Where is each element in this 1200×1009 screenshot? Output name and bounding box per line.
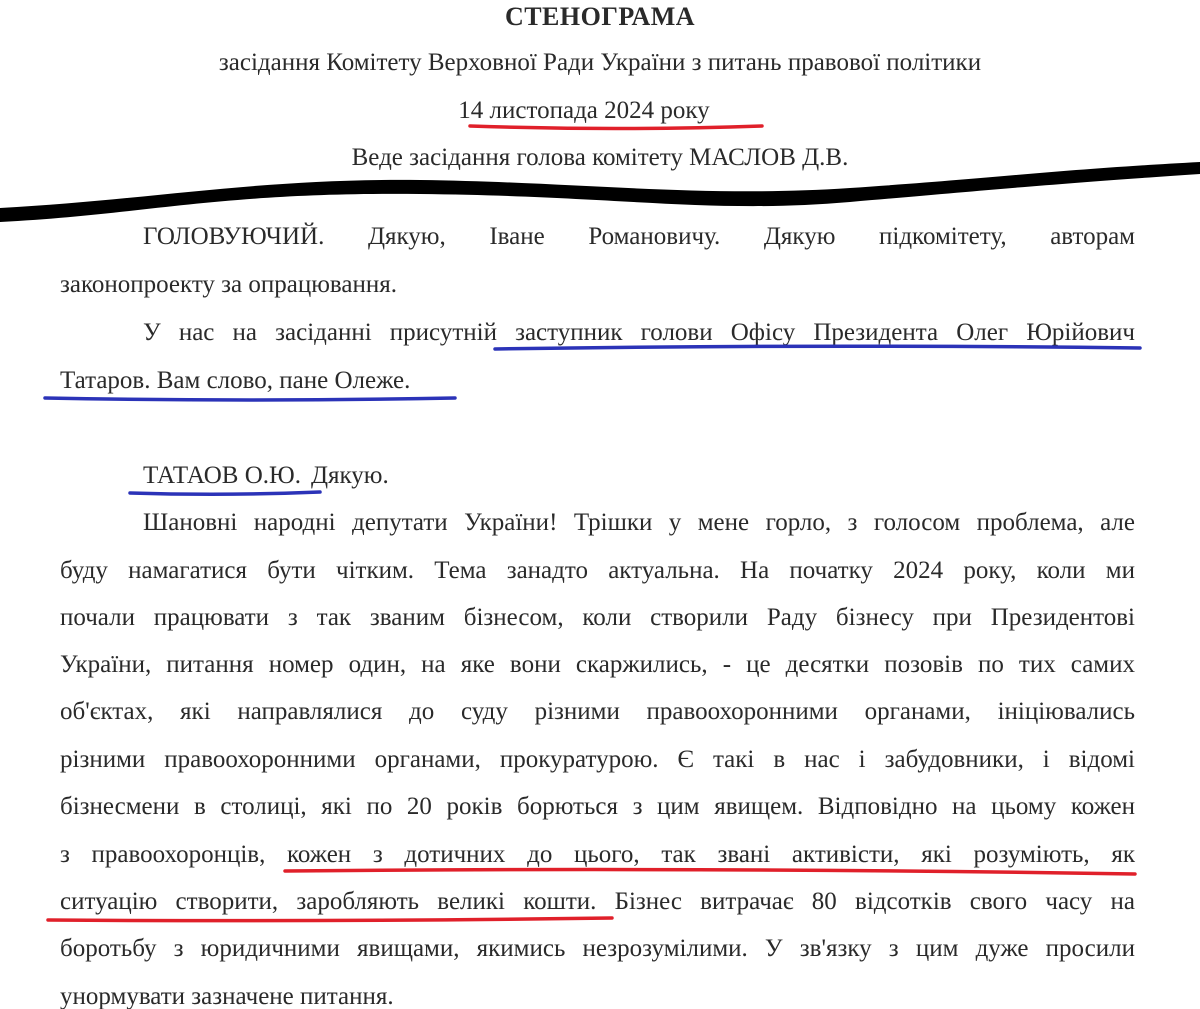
paragraph-2-line-1: У нас на засіданні присутній заступник голови Офісу Президента Олег Юрійович (143, 319, 1135, 346)
red-underline-activists-line-1 (285, 870, 1135, 874)
paragraph-3-line-9: ситуацію створити, заробляють великі кошти. Бізнес витрачає 80 відсотків свого часу на (60, 888, 1135, 915)
paragraph-3-line-3: почали працювати з так званим бізнесом, коли створили Раду бізнесу при Президентові (60, 604, 1135, 631)
paragraph-3-line-2: буду намагатися бути чітким. Тема занадто актуальна. На початку 2024 року, коли ми (60, 557, 1135, 584)
paragraph-3-line-11: унормувати зазначене питання. (60, 983, 394, 1009)
session-date: 14 листопада 2024 року (458, 97, 710, 124)
blue-underline-deputy-head-line-2 (45, 398, 455, 400)
paragraph-3-line-6: різними правоохоронними органами, прокуратурою. Є такі в нас і забудовники, і відомі (60, 746, 1135, 773)
paragraph-3-line-1: Шановні народні депутати України! Трішки у мене горло, з голосом проблема, але (143, 509, 1135, 536)
session-chair: Веде засідання голова комітету МАСЛОВ Д.В. (351, 144, 849, 171)
paragraph-3-line-7: бізнесмени в столиці, які по 20 років борються з цим явищем. Відповідно на цьому кожен (60, 793, 1135, 820)
document-title: СТЕНОГРАМА (504, 2, 696, 31)
paragraph-1-line-2: законопроекту за опрацювання. (60, 271, 397, 298)
paragraph-3-line-4: України, питання номер один, на яке вони скаржились, - це десятки позовів по тих самих (60, 651, 1135, 678)
speaker-name: ТАТАОВ О.Ю. (143, 462, 301, 489)
red-underline-activists-line-2 (48, 918, 612, 921)
paragraph-3-line-8: з правоохоронців, кожен з дотичних до цього, так звані активісти, які розуміють, як (60, 841, 1135, 868)
speaker-words: Дякую. (310, 462, 389, 489)
paragraph-3-line-5: об'єктах, які направлялися до суду різними правоохоронними органами, ініціювались (60, 698, 1135, 725)
paragraph-1-line-1: ГОЛОВУЮЧИЙ. Дякую, Іване Романовичу. Дякую підкомітету, авторам (143, 223, 1135, 250)
paragraph-2-line-2: Татаров. Вам слово, пане Олеже. (60, 367, 411, 394)
red-underline-date (470, 126, 762, 129)
torn-divider-stroke (0, 150, 1200, 230)
blue-underline-speaker-name (130, 492, 320, 494)
paragraph-3-line-10: боротьбу з юридичними явищами, якимись незрозумілими. У зв'язку з цим дуже просили (60, 935, 1135, 962)
speaker-line (143, 461, 389, 491)
document-subtitle: засідання Комітету Верховної Ради України з питань правової політики (218, 49, 982, 76)
